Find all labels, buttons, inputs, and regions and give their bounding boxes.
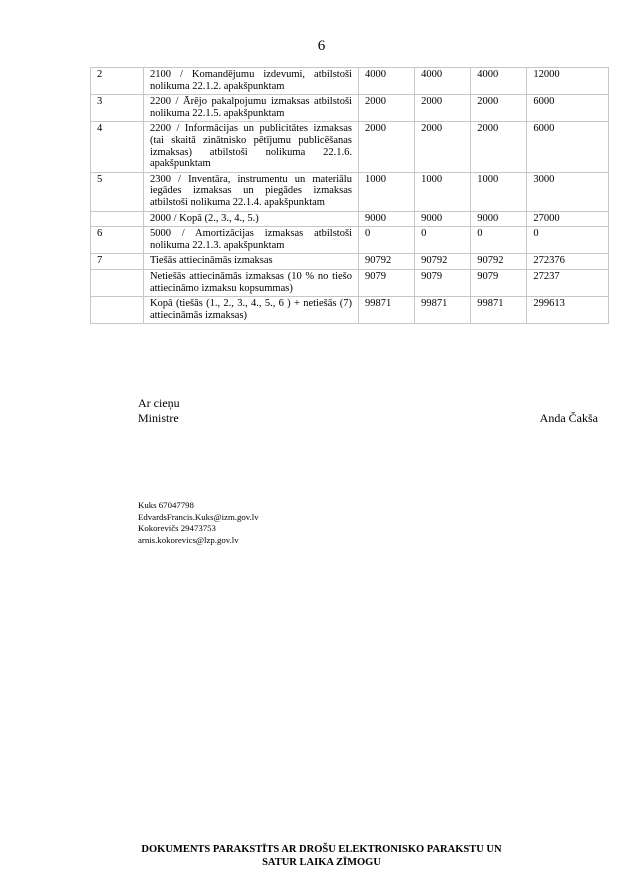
row-value-year-1: 0: [358, 227, 414, 254]
row-value-year-2: 9079: [415, 269, 471, 296]
notice-line: SATUR LAIKA ZĪMOGU: [262, 856, 381, 868]
row-value-year-3: 9079: [471, 269, 527, 296]
table-row: [91, 122, 609, 172]
row-value-year-3: 4000: [471, 68, 527, 95]
row-value-year-3: 90792: [471, 254, 527, 270]
row-value-year-1: 9000: [358, 211, 414, 227]
table-row: [91, 95, 609, 122]
budget-table: [90, 67, 609, 324]
row-total: 299613: [527, 297, 609, 324]
row-number: 7: [91, 254, 144, 270]
closing-phrase: Ar cieņu: [138, 396, 180, 410]
row-value-year-3: 0: [471, 227, 527, 254]
row-number: [91, 297, 144, 324]
table-row: [91, 269, 609, 296]
table-row: [91, 172, 609, 211]
row-number: [91, 269, 144, 296]
row-value-year-3: 1000: [471, 172, 527, 211]
row-value-year-2: 9000: [415, 211, 471, 227]
row-value-year-2: 90792: [415, 254, 471, 270]
row-number: [91, 211, 144, 227]
row-total: 0: [527, 227, 609, 254]
row-number: 2: [91, 68, 144, 95]
row-description: Netiešās attiecināmās izmaksas (10 % no tiešo attiecināmo izmaksu kopsummas): [143, 269, 358, 296]
row-total: 27237: [527, 269, 609, 296]
row-value-year-1: 2000: [358, 95, 414, 122]
row-value-year-3: 2000: [471, 95, 527, 122]
row-number: 4: [91, 122, 144, 172]
row-description: 2200 / Informācijas un publicitātes izmaksas (tai skaitā zinātnisko pētījumu publicēšanas izmaksas) atbilstoši nolikuma 22.1.6. apakšpunktam: [143, 122, 358, 172]
row-total: 6000: [527, 95, 609, 122]
row-total: 272376: [527, 254, 609, 270]
contact-line: Kuks 67047798: [138, 500, 194, 510]
contact-email-link[interactable]: arnis.kokorevics@lzp.gov.lv: [138, 534, 239, 545]
contact-email-link[interactable]: EdvardsFrancis.Kuks@izm.gov.lv: [138, 511, 259, 522]
table-row: [91, 211, 609, 227]
signature-block: [138, 396, 598, 426]
row-value-year-1: 9079: [358, 269, 414, 296]
row-value-year-2: 0: [415, 227, 471, 254]
e-signature-notice: [0, 844, 643, 869]
signatory-name: Anda Čakša: [539, 411, 598, 425]
row-value-year-1: 2000: [358, 122, 414, 172]
row-description: Tiešās attiecināmās izmaksas: [143, 254, 358, 270]
notice-line: DOKUMENTS PARAKSTĪTS AR DROŠU ELEKTRONISKO PARAKSTU UN: [141, 844, 502, 855]
row-value-year-2: 4000: [415, 68, 471, 95]
signature-row: [138, 411, 598, 426]
row-value-year-1: 4000: [358, 68, 414, 95]
row-value-year-3: 2000: [471, 122, 527, 172]
row-description: 2300 / Inventāra, instrumentu un materiālu iegādes izmaksas un piegādes izmaksas atbilstoši nolikuma 22.1.4. apakšpunktam: [143, 172, 358, 211]
row-total: 27000: [527, 211, 609, 227]
row-value-year-1: 1000: [358, 172, 414, 211]
row-description: 5000 / Amortizācijas izmaksas atbilstoši nolikuma 22.1.3. apakšpunktam: [143, 227, 358, 254]
row-description: 2100 / Komandējumu izdevumi, atbilstoši nolikuma 22.1.2. apakšpunktam: [143, 68, 358, 95]
row-description: Kopā (tiešās (1., 2., 3., 4., 5., 6 ) + netiešās (7) attiecināmās izmaksas): [143, 297, 358, 324]
row-value-year-2: 99871: [415, 297, 471, 324]
contact-line: Kokorevičs 29473753: [138, 523, 216, 533]
row-number: 3: [91, 95, 144, 122]
row-number: 5: [91, 172, 144, 211]
row-value-year-3: 99871: [471, 297, 527, 324]
row-value-year-1: 99871: [358, 297, 414, 324]
row-value-year-3: 9000: [471, 211, 527, 227]
row-value-year-1: 90792: [358, 254, 414, 270]
row-total: 6000: [527, 122, 609, 172]
signatory-position: Ministre: [138, 411, 179, 425]
contact-block: [138, 500, 259, 546]
table-row: [91, 254, 609, 270]
row-value-year-2: 2000: [415, 122, 471, 172]
row-value-year-2: 1000: [415, 172, 471, 211]
table-row: [91, 297, 609, 324]
row-number: 6: [91, 227, 144, 254]
row-description: 2200 / Ārējo pakalpojumu izmaksas atbilstoši nolikuma 22.1.5. apakšpunktam: [143, 95, 358, 122]
row-total: 3000: [527, 172, 609, 211]
page-number: 6: [317, 38, 326, 54]
row-value-year-2: 2000: [415, 95, 471, 122]
table-row: [91, 68, 609, 95]
row-description: 2000 / Kopā (2., 3., 4., 5.): [143, 211, 358, 227]
table-row: [91, 227, 609, 254]
row-total: 12000: [527, 68, 609, 95]
